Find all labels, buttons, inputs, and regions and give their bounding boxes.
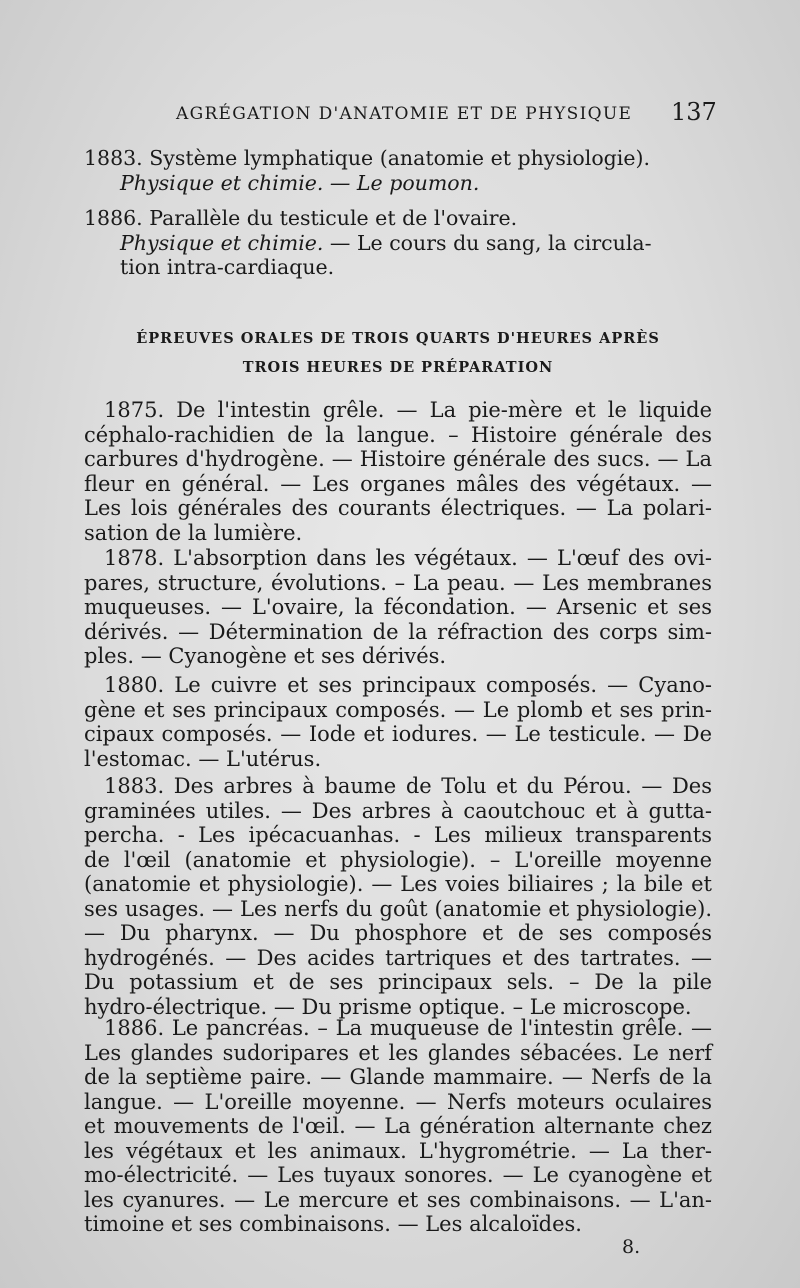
para-line: cipaux composés. — Iode et iodures. — Le testicule. — De bbox=[84, 722, 712, 746]
para-line: dérivés. — Détermination de la réfraction des corps sim- bbox=[84, 619, 712, 644]
para-line: langue. — L'oreille moyenne. — Nerfs moteurs oculaires bbox=[84, 1089, 712, 1114]
para-line: et mouvements de l'œil. — La génération alternante chez bbox=[84, 1114, 712, 1138]
para-line: 1878. L'absorption dans les végétaux. — L'œuf des ovi- bbox=[104, 546, 712, 570]
para-line: céphalo-rachidien de la langue. – Histoire générale des bbox=[84, 422, 712, 447]
paragraph-1886 bbox=[84, 1016, 712, 1237]
para-line: Les glandes sudoripares et les glandes sébacées. Le nerf bbox=[84, 1040, 712, 1065]
entry-line: 1886. Parallèle du testicule et de l'ovaire. bbox=[84, 206, 518, 230]
entry-line bbox=[84, 231, 712, 256]
para-line: 1880. Le cuivre et ses principaux composés. — Cyano- bbox=[104, 673, 712, 697]
entry-line-rest: — Le cours du sang, la circula- bbox=[323, 230, 652, 255]
paragraph-1875 bbox=[84, 398, 712, 545]
para-line: gène et ses principaux composés. — Le plomb et ses prin- bbox=[84, 697, 712, 722]
para-line: carbures d'hydrogène. — Histoire générale des sucs. — La bbox=[84, 447, 712, 471]
para-line: de l'œil (anatomie et physiologie). – L'oreille moyenne bbox=[84, 847, 712, 872]
para-line: pares, structure, évolutions. – La peau. — Les membranes bbox=[84, 570, 712, 595]
para-line: timoine et ses combinaisons. — Les alcaloïdes. bbox=[84, 1212, 582, 1236]
signature-mark: 8. bbox=[622, 1236, 641, 1258]
para-line: 1886. Le pancréas. – La muqueuse de l'intestin grêle. — bbox=[104, 1016, 712, 1040]
running-head: AGRÉGATION D'ANATOMIE ET DE PHYSIQUE bbox=[176, 104, 633, 124]
para-line: Du potassium et de ses principaux sels. – De la pile bbox=[84, 970, 712, 994]
para-line: hydrogénés. — Des acides tartriques et des tartrates. — bbox=[84, 945, 712, 970]
para-line: — Du pharynx. — Du phosphore et de ses composés bbox=[84, 921, 712, 945]
para-line: les cyanures. — Le mercure et ses combinaisons. — L'an- bbox=[84, 1187, 712, 1212]
entry-1886-written bbox=[84, 206, 712, 280]
para-line: 1875. De l'intestin grêle. — La pie-mère et le liquide bbox=[104, 398, 712, 422]
paragraph-1878 bbox=[84, 546, 712, 669]
para-line: ples. — Cyanogène et ses dérivés. bbox=[84, 644, 447, 668]
para-line: 1883. Des arbres à baume de Tolu et du Pérou. — Des bbox=[104, 774, 712, 798]
para-line: sation de la lumière. bbox=[84, 520, 303, 545]
para-line: de la septième paire. — Glande mammaire. — Nerfs de la bbox=[84, 1065, 712, 1089]
section-title-line-1: ÉPREUVES ORALES DE TROIS QUARTS D'HEURES APRÈS bbox=[136, 330, 660, 347]
paragraph-1880 bbox=[84, 673, 712, 771]
para-line: (anatomie et physiologie). — Les voies biliaires ; la bile et bbox=[84, 872, 712, 896]
entry-1883-written bbox=[84, 146, 712, 195]
para-line: ses usages. — Les nerfs du goût (anatomie et physiologie). bbox=[84, 896, 712, 921]
para-line: muqueuses. — L'ovaire, la fécondation. — Arsenic et ses bbox=[84, 595, 712, 619]
para-line: Les lois générales des courants électriques. — La polari- bbox=[84, 496, 712, 520]
para-line: percha. - Les ipécacuanhas. - Les milieux transparents bbox=[84, 823, 712, 847]
page-header bbox=[0, 98, 800, 134]
para-line: graminées utiles. — Des arbres à caoutchouc et à gutta- bbox=[84, 798, 712, 823]
entry-line: tion intra-cardiaque. bbox=[120, 255, 335, 279]
paragraph-1883 bbox=[84, 774, 712, 1019]
para-line: l'estomac. — L'utérus. bbox=[84, 746, 322, 771]
para-line: mo-électricité. — Les tuyaux sonores. — Le cyanogène et bbox=[84, 1163, 712, 1187]
section-title-line-2: TROIS HEURES DE PRÉPARATION bbox=[242, 359, 554, 376]
entry-line: 1883. Système lymphatique (anatomie et physiologie). bbox=[84, 146, 651, 170]
entry-line: Physique et chimie. — Le poumon. bbox=[120, 170, 480, 195]
para-line: les végétaux et les animaux. L'hygrométrie. — La ther- bbox=[84, 1138, 712, 1163]
page-number: 137 bbox=[671, 98, 717, 126]
entry-italic-phrase: Physique et chimie. bbox=[120, 230, 324, 255]
para-line: hydro-électrique. — Du prisme optique. – Le microscope. bbox=[84, 994, 692, 1019]
para-line: fleur en général. — Les organes mâles des végétaux. — bbox=[84, 471, 712, 496]
